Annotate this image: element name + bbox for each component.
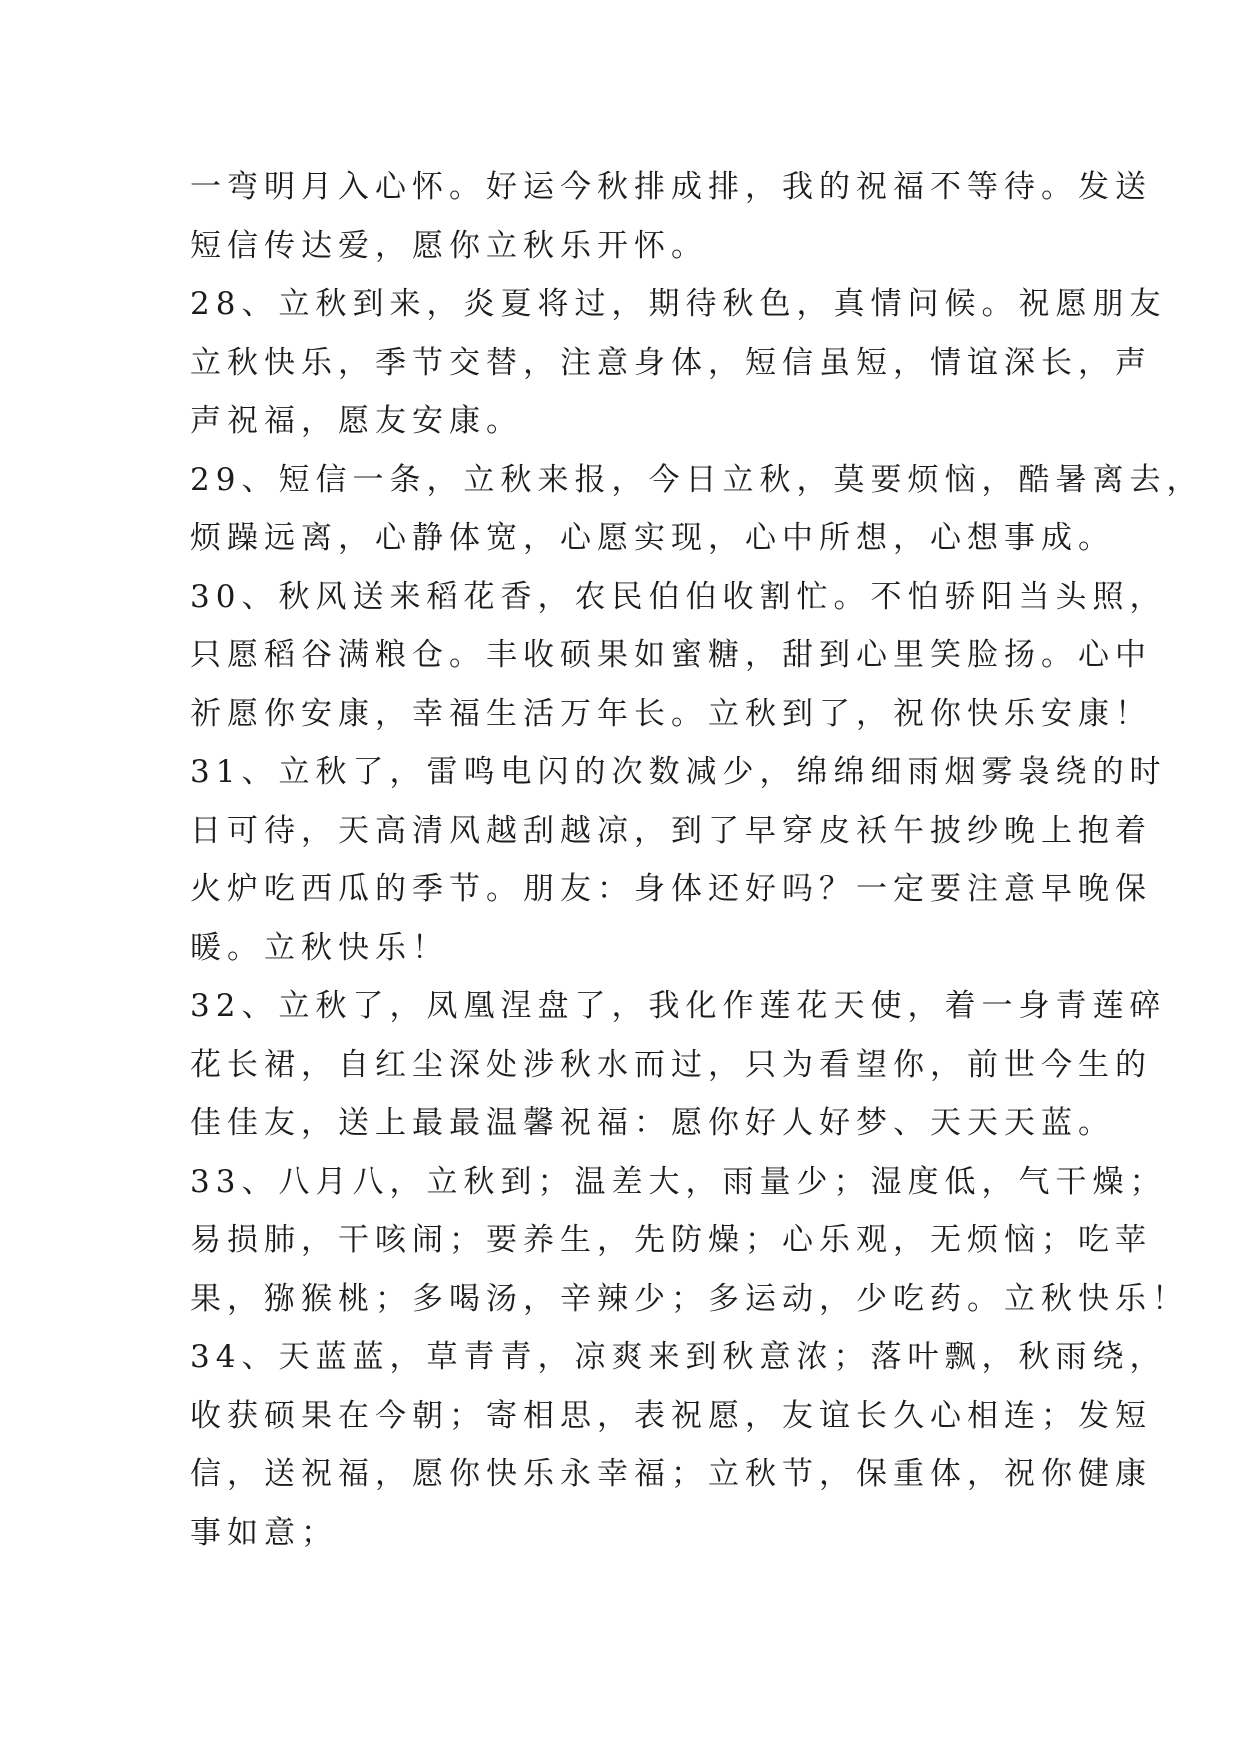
text-line: 佳佳友，送上最最温馨祝福：愿你好人好梦、天天天蓝。 — [190, 1105, 1115, 1141]
text-line: 29、短信一条，立秋来报，今日立秋，莫要烦恼，酷暑离去， — [190, 461, 1204, 498]
text-line: 烦躁远离，心静体宽，心愿实现，心中所想，心想事成。 — [190, 520, 1115, 556]
text-line: 收获硕果在今朝；寄相思，表祝愿，友谊长久心相连；发短 — [190, 1397, 1152, 1434]
text-line: 声祝福，愿友安康。 — [190, 403, 523, 439]
text-line: 果，猕猴桃；多喝汤，辛辣少；多运动，少吃药。立秋快乐！ — [190, 1280, 1189, 1317]
text-line: 暖。立秋快乐！ — [190, 929, 449, 966]
text-line: 31、立秋了，雷鸣电闪的次数减少，绵绵细雨烟雾袅绕的时 — [190, 754, 1167, 790]
text-line: 祈愿你安康，幸福生活万年长。立秋到了，祝你快乐安康！ — [190, 695, 1152, 732]
document-body — [190, 158, 1204, 1562]
text-line: 花长裙，自红尘深处涉秋水而过，只为看望你，前世今生的 — [190, 1046, 1152, 1083]
text-line: 日可待，天高清风越刮越凉，到了早穿皮袄午披纱晚上抱着 — [190, 812, 1152, 849]
text-line: 信，送祝福，愿你快乐永幸福；立秋节，保重体，祝你健康 — [190, 1456, 1152, 1492]
text-line: 33、八月八，立秋到；温差大，雨量少；湿度低，气干燥； — [190, 1163, 1167, 1200]
text-line: 易损肺，干咳闹；要养生，先防燥；心乐观，无烦恼；吃苹 — [190, 1222, 1152, 1258]
text-line: 短信传达爱，愿你立秋乐开怀。 — [190, 227, 708, 264]
text-line: 32、立秋了，凤凰涅盘了，我化作莲花天使，着一身青莲碎 — [190, 988, 1167, 1024]
text-line: 事如意； — [190, 1514, 338, 1551]
text-line: 一弯明月入心怀。好运今秋排成排，我的祝福不等待。发送 — [190, 169, 1152, 205]
text-line: 只愿稻谷满粮仓。丰收硕果如蜜糖，甜到心里笑脸扬。心中 — [190, 637, 1152, 673]
text-line: 34、天蓝蓝，草青青，凉爽来到秋意浓；落叶飘，秋雨绕， — [190, 1339, 1167, 1375]
text-line: 28、立秋到来，炎夏将过，期待秋色，真情问候。祝愿朋友 — [190, 286, 1167, 322]
text-line: 火炉吃西瓜的季节。朋友：身体还好吗？一定要注意早晚保 — [190, 871, 1152, 907]
text-line: 立秋快乐，季节交替，注意身体，短信虽短，情谊深长，声 — [190, 344, 1152, 381]
text-line: 30、秋风送来稻花香，农民伯伯收割忙。不怕骄阳当头照， — [190, 578, 1167, 615]
